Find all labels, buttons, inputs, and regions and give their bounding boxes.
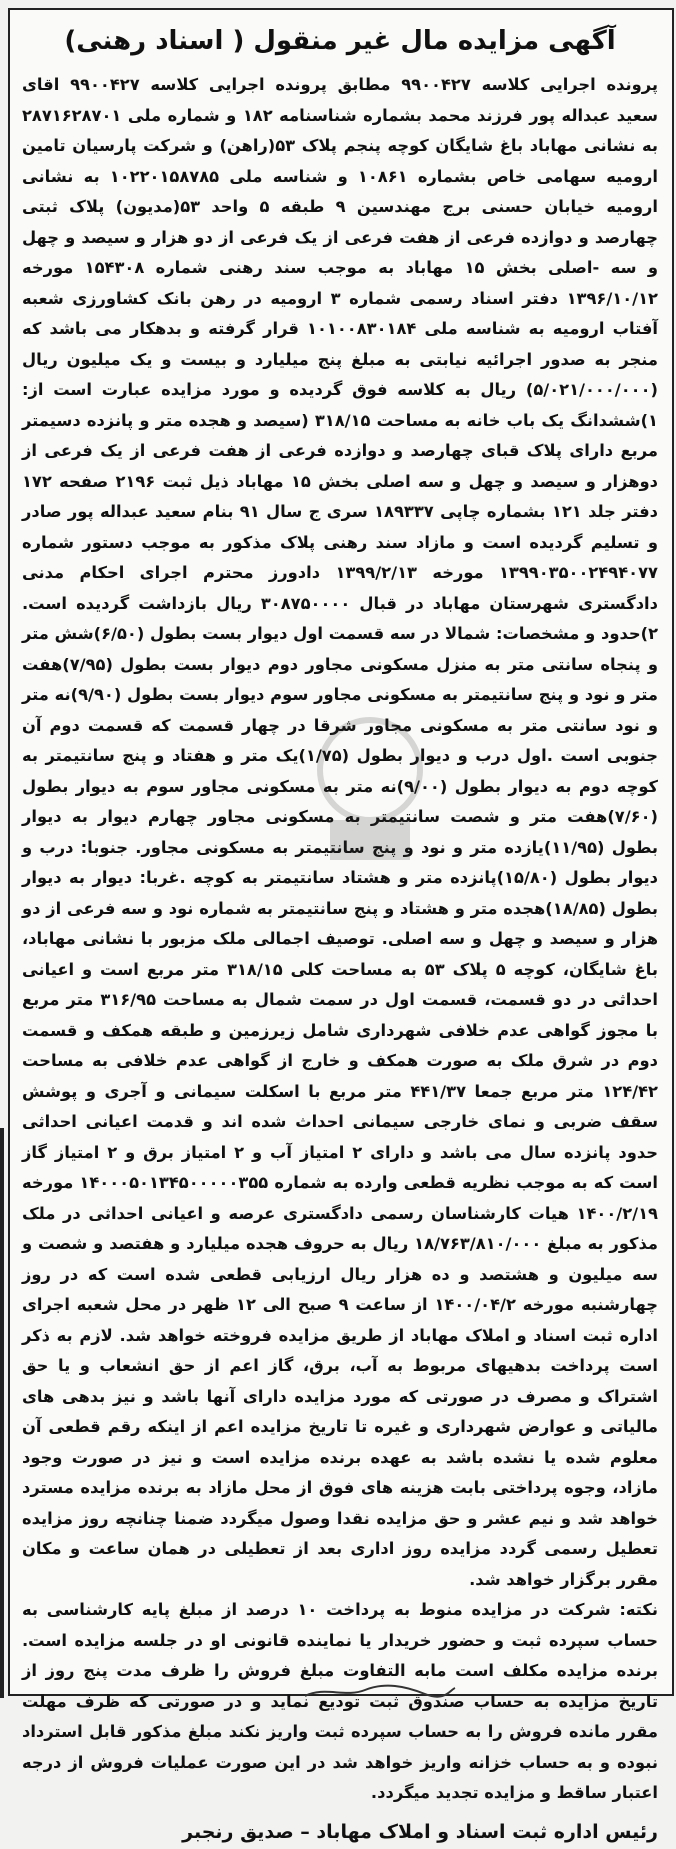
notice-title: آگهی مزایده مال غیر منقول ( اسناد رهنی) bbox=[64, 26, 616, 56]
column-divider bbox=[0, 1128, 4, 1698]
notice-note: نکته: شرکت در مزایده منوط به پرداخت ۱۰ درصد از مبلغ پایه کارشناسی به حساب سپرده ثبت و حضور خریدار یا نماینده قانونی او در جلسه مزایده است. برنده مزایده مکلف است مابه التفاوت مبلغ فروش را ظرف مدت پنج روز از تاریخ مزایده به حساب صندوق ثبت تودیع نماید و در صورتی که ظرف مهلت مقرر مانده فروش را به حساب سپرده ثبت واریز نکند مبلغ مذکور قابل استرداد نبوده و به حساب خزانه واریز خواهد شد در این صورت عملیات فروش از درجه اعتبار ساقط و مزایده تجدید میگردد. bbox=[22, 1600, 658, 1802]
notice-signature: رئیس اداره ثبت اسناد و املاک مهاباد – صدیق رنجبر bbox=[182, 1820, 658, 1843]
notice-body bbox=[22, 70, 658, 1809]
notice-paragraph: پرونده اجرایی کلاسه ۹۹۰۰۴۲۷ مطابق پرونده اجرایی کلاسه ۹۹۰۰۴۲۷ اقای سعید عبداله پور فرزند محمد بشماره شناسنامه ۱۸۲ و شماره ملی ۲۸۷۱۶۲۸۷۰۱ به نشانی مهاباد باغ شایگان کوچه پنجم پلاک ۵۳(راهن) و شرکت پارسیان تامین ارومیه سهامی خاص بشماره ۱۰۸۶۱ و شناسه ملی ۱۰۲۲۰۱۵۸۷۸۵ به نشانی ارومیه خیابان حسنی برج مهندسین ۹ طبقه ۵ واحد ۵۳(مدیون) پلاک ثبتی چهارصد و دوازده فرعی از هفت فرعی از یک فرعی از دو هزار و سیصد و چهل و سه -اصلی بخش ۱۵ مهاباد به موجب سند رهنی شماره ۱۵۴۳۰۸ مورخه ۱۳۹۶/۱۰/۱۲ دفتر اسناد رسمی شماره ۳ ارومیه در رهن بانک کشاورزی شعبه آفتاب ارومیه به شناسه ملی ۱۰۱۰۰۸۳۰۱۸۴ قرار گرفته و بدهکار می باشد که منجر به صدور اجرائیه نیابتی به مبلغ پنج میلیارد و بیست و یک میلیون ریال (۵/۰۲۱/۰۰۰/۰۰۰) ریال به کلاسه فوق گردیده و مورد مزایده عبارت است از: ۱)ششدانگ یک باب خانه به مساحت ۳۱۸/۱۵ (سیصد و هجده متر و پانزده دسیمتر مربع دارای پلاک قبای چهارصد و دوازده فرعی از هفت فرعی از یک فرعی از دوهزار و سیصد و چهل و سه اصلی بخش ۱۵ مهاباد ذیل ثبت ۲۱۹۶ صفحه ۱۷۲ دفتر جلد ۱۲۱ بشماره چاپی ۱۸۹۳۳۷ سری ج سال ۹۱ بنام سعید عبداله پور صادر و تسلیم گردیده است و مازاد سند رهنی پلاک مذکور به موجب دستور شماره ۱۳۹۹۰۳۵۰۰۲۴۹۴۰۷۷ مورخه ۱۳۹۹/۲/۱۳ دادورز محترم اجرای احکام مدنی دادگستری شهرستان مهاباد در قبال ۳۰۸۷۵۰۰۰۰ ریال بازداشت گردیده است. ۲)حدود و مشخصات: شمالا در سه قسمت اول دیوار بست بطول (۶/۵۰)شش متر و پنجاه سانتی متر به منزل مسکونی مجاور دوم دیوار بست بطول (۷/۹۵)هفت متر و نود و پنج سانتیمتر به مسکونی مجاور سوم دیوار بست بطول (۹/۹۰)نه متر و نود سانتی متر به مسکونی مجاور شرقا در چهار قسمت که قسمت دوم آن جنوبی است .اول درب و دیوار بطول (۱/۷۵)یک متر و هفتاد و پنج سانتیمتر به کوچه دوم به دیوار بطول (۹/۰۰)نه متر به مسکونی مجاور سوم به دیوار بطول (۷/۶۰)هفت متر و شصت سانتیمتر به مسکونی مجاور چهارم دیوار به دیوار بطول (۱۱/۹۵)یازده متر و نود و پنج سانتیمتر به مسکونی مجاور. جنوبا: درب و دیوار بطول (۱۵/۸۰)پانزده متر و هشتاد سانتیمتر به کوچه .غربا: دیوار به دیوار بطول (۱۸/۸۵)هجده متر و هشتاد و پنج سانتیمتر به شماره نود و سه فرعی از دو هزار و سیصد و چهل و سه اصلی. توصیف اجمالی ملک مزبور با نشانی مهاباد، باغ شایگان، کوچه ۵ پلاک ۵۳ به مساحت کلی ۳۱۸/۱۵ متر مربع است و اعیانی احداثی در دو قسمت، قسمت اول در سمت شمال به مساحت ۳۱۶/۹۵ متر مربع با مجوز گواهی عدم خلافی شهرداری شامل زیرزمین و طبقه همکف و قسمت دوم در شرق ملک به صورت همکف و خارج از گواهی عدم خلافی به مساحت ۱۲۴/۴۲ متر مربع جمعا ۴۴۱/۳۷ متر مربع با اسکلت سیمانی و آجری و پوشش سقف ضربی و نمای خارجی سیمانی احداث شده اند و قدمت اعیانی احداثی حدود پانزده سال می باشد و دارای ۲ امتیاز آب و ۲ امتیاز برق و ۲ امتیاز گاز است که به موجب نظریه قطعی وارده به شماره ۱۴۰۰۰۵۰۱۳۴۵۰۰۰۰۰۳۵۵ مورخه ۱۴۰۰/۲/۱۹ هیات کارشناسان رسمی دادگستری عرصه و اعیانی احداثی در ملک مذکور به مبلغ ۱۸/۷۶۳/۸۱۰/۰۰۰ ریال به حروف هجده میلیارد و هفتصد و شصت و سه میلیون و هشتصد و ده هزار ریال ارزیابی قطعی شده است که در روز چهارشنبه مورخه ۱۴۰۰/۰۴/۲ از ساعت ۹ صبح الی ۱۲ ظهر در محل شعبه اجرای اداره ثبت اسناد و املاک مهاباد از طریق مزایده فروخته خواهد شد. لازم به ذکر است پرداخت بدهیهای مربوط به آب، برق، گاز اعم از حق انشعاب و یا حق اشتراک و مصرف در صورتی که مورد مزایده دارای آنها باشد و نیز بدهی های مالیاتی و عوارض شهرداری و غیره تا تاریخ مزایده اعم از اینکه رقم قطعی آن معلوم شده یا نشده باشد به عهده برنده مزایده است و نیز در صورت وجود مازاد، وجوه پرداختی بابت هزینه های فوق از محل مازاد به برنده مزایده مسترد خواهد شد و نیم عشر و حق مزایده نقدا وصول میگردد ضمنا چنانچه روز مزایده تعطیل رسمی گردد مزایده روز اداری بعد از تعطیلی در همان ساعت و مکان مقرر برگزار خواهد شد. bbox=[22, 75, 659, 1589]
auction-notice bbox=[8, 8, 674, 1843]
handwriting-mark-icon bbox=[300, 1684, 460, 1700]
